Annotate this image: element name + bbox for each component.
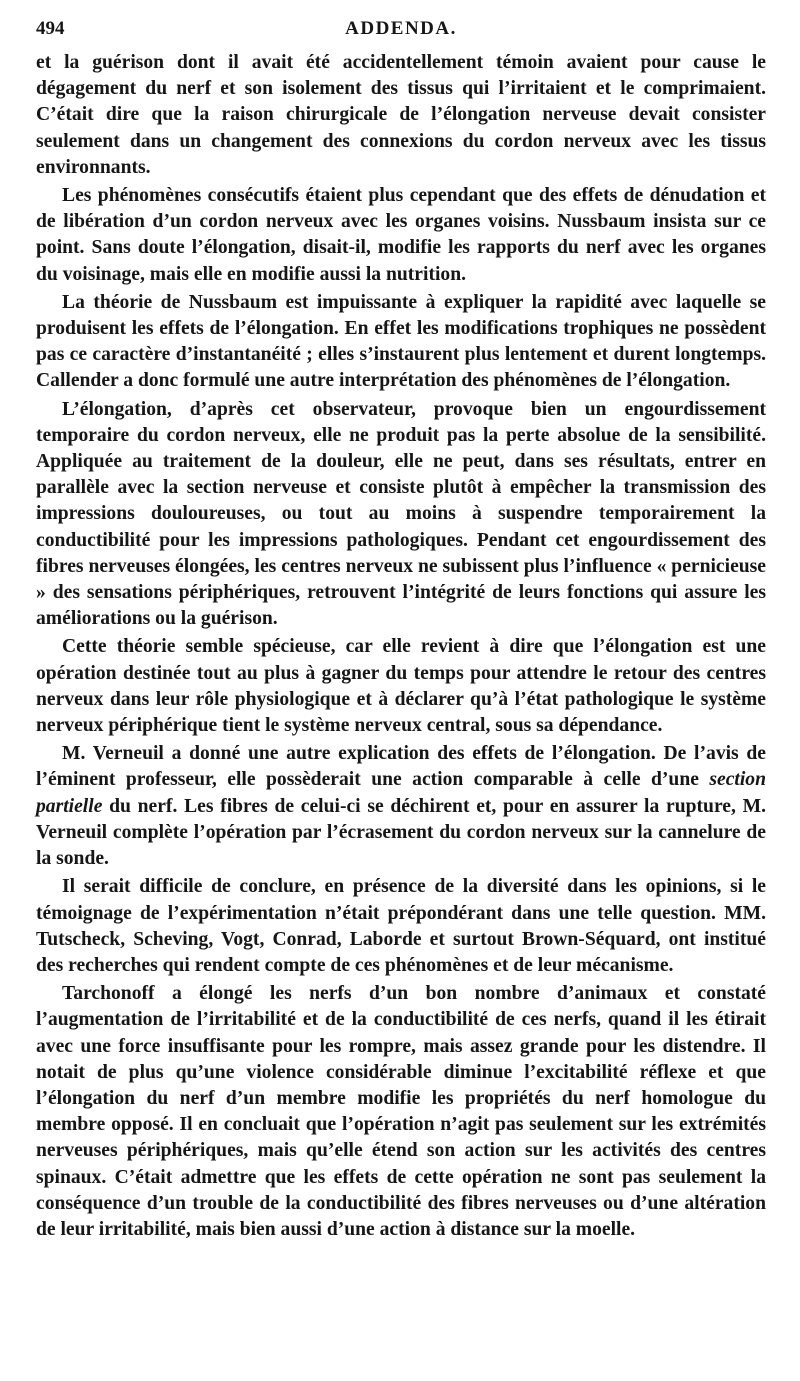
paragraph — [36, 397, 766, 633]
paragraph — [36, 290, 766, 395]
paragraph — [36, 874, 766, 979]
paragraph — [36, 741, 766, 872]
book-page — [36, 18, 766, 1243]
page-header — [36, 18, 766, 50]
text-run: La théorie de Nussbaum est impuissante à expliquer la rapidité avec laquelle se produisent les effets de l’élongation. En effet les modifications trophiques ne possèdent pas ce caractère d’instantanéité ; elles s’instaurent plus lentement et durent longtemps. Callender a donc formulé une autre interprétation des phénomènes de l’élongation. — [36, 291, 766, 392]
text-run: du nerf. Les fibres de celui-ci se déchirent et, pour en assurer la rupture, M. Verneuil complète l’opération par l’écrasement du cordon nerveux sur la cannelure de la sonde. — [36, 795, 766, 870]
paragraph — [36, 183, 766, 288]
paragraph — [36, 50, 766, 181]
body-text — [36, 50, 766, 1243]
text-run: et la guérison dont il avait été accidentellement témoin avaient pour cause le dégagement du nerf et son isolement des tissus qui l’irritaient et le comprimaient. C’était dire que la raison chirurgicale de l’élongation nerveuse devait consister seulement dans un changement des connexions du cordon nerveux avec les tissus environnants. — [36, 52, 766, 178]
text-run: Il serait difficile de conclure, en présence de la diversité dans les opinions, si le témoignage de l’expérimentation n’était prépondérant dans une telle question. MM. Tutscheck, Scheving, Vogt, Conrad, Laborde et surtout Brown-Séquard, ont institué des recherches qui rendent compte de ces phénomènes et de leur mécanisme. — [36, 876, 766, 976]
text-run: Les phénomènes consécutifs étaient plus cependant que des effets de dénudation et de libération d’un cordon nerveux avec les organes voisins. Nussbaum insista sur ce point. Sans doute l’élongation, disait-il, modifie les rapports du nerf avec les organes du voisinage, mais elle en modifie aussi la nutrition. — [36, 185, 766, 285]
text-run: L’élongation, d’après cet observateur, provoque bien un engourdissement temporaire du cordon nerveux, elle ne produit pas la perte absolue de la sensibilité. Appliquée au traitement de la douleur, elle ne peut, dans ses résultats, entrer en parallèle avec la section nerveuse et consiste plutôt à empêcher la transmission des impressions douloureuses, ou tout au moins à suspendre temporairement la conductibilité pour les impressions pathologiques. Pendant cet engourdissement des fibres nerveuses élongées, les centres nerveux ne subissent plus l’influence « pernicieuse » des sensations périphériques, retrouvent l’intégrité de leurs fonctions qui assure les améliorations ou la guérison. — [36, 398, 766, 630]
text-run: Cette théorie semble spécieuse, car elle revient à dire que l’élongation est une opération destinée tout au plus à gagner du temps pour attendre le retour des centres nerveux dans leur rôle physiologique et à déclarer qu’à l’état pathologique le système nerveux périphérique tient le système nerveux central, sous sa dépendance. — [36, 636, 766, 737]
text-run: Tarchonoff a élongé les nerfs d’un bon nombre d’animaux et constaté l’augmentation de l’irritabilité et de la conductibilité de ces nerfs, quand il les étirait avec une force insuffisante pour les rompre, mais assez grande pour les distendre. Il notait de plus qu’une violence considérable diminue l’excitabilité réflexe et que l’élongation du nerf d’un membre modifie les propriétés du nerf homologue du membre opposé. Il en concluait que l’opération n’agit pas seulement sur les extrémités nerveuses périphériques, mais qu’elle étend son action sur les activités des centres spinaux. C’était admettre que les effets de cette opération ne sont pas seulement la conséquence d’un trouble de la conductibilité des fibres nerveuses ou d’une altération de leur irritabilité, mais bien aussi d’une action à distance sur la moelle. — [36, 983, 766, 1240]
text-run: M. Verneuil a donné une autre explication des effets de l’élongation. De l’avis de l’éminent professeur, elle possèderait une action comparable à celle d’une — [36, 743, 766, 791]
page-number: 494 — [36, 18, 65, 39]
paragraph — [36, 634, 766, 739]
italic-text: section partielle — [36, 769, 766, 817]
paragraph — [36, 981, 766, 1243]
running-title: ADDENDA. — [345, 18, 457, 39]
